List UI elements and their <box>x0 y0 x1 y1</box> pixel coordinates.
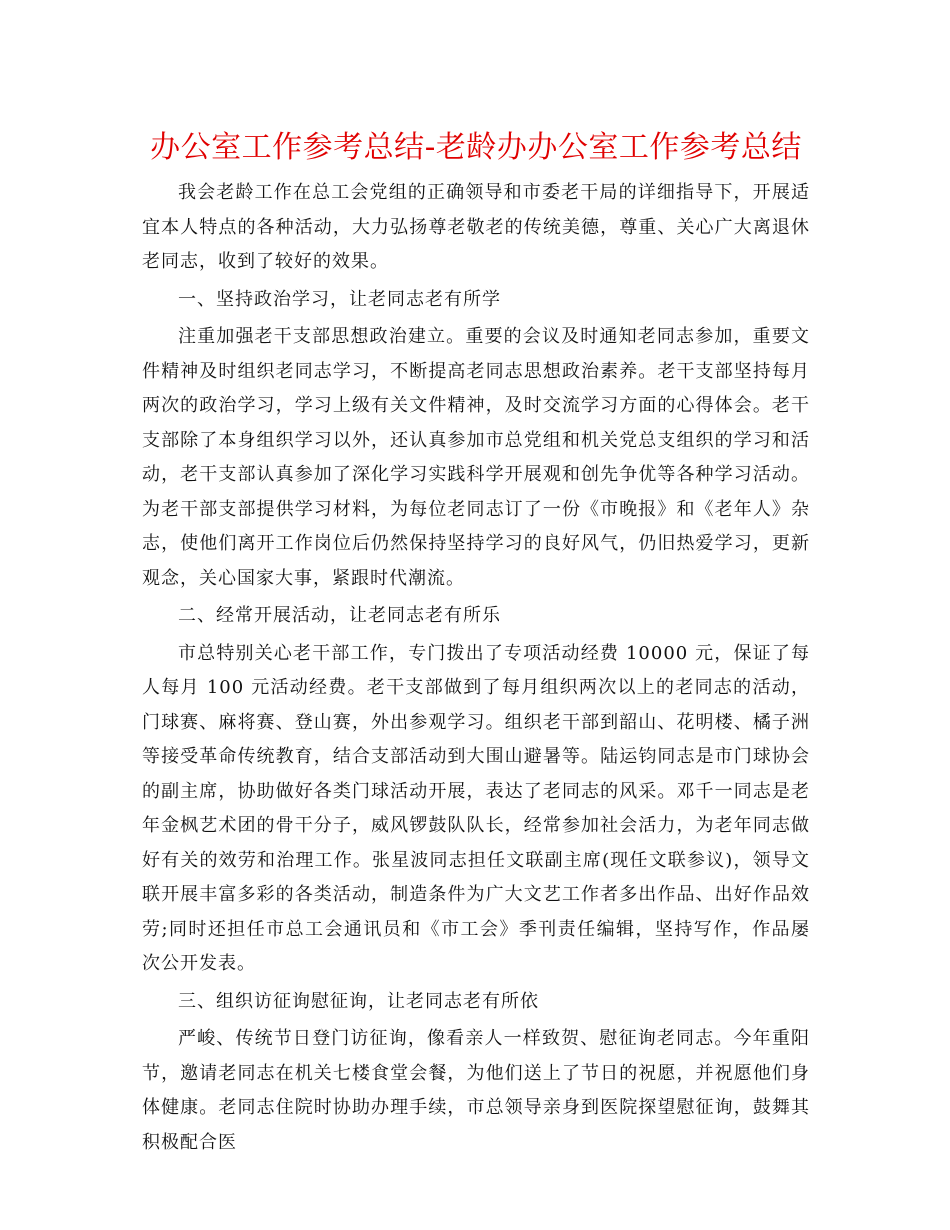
intro-paragraph: 我会老龄工作在总工会党组的正确领导和市委老干局的详细指导下，开展适宜本人特点的各种活动，大力弘扬尊老敬老的传统美德，尊重、关心广大离退休老同志，收到了较好的效果。 <box>142 182 810 272</box>
section-paragraph-1: 注重加强老干支部思想政治建立。重要的会议及时通知老同志参加，重要文件精神及时组织老同志学习，不断提高老同志思想政治素养。老干支部坚持每月两次的政治学习，学习上级有关文件精神，及时交流学习方面的心得体会。老干支部除了本身组织学习以外，还认真参加市总党组和机关党总支组织的学习和活动，老干支部认真参加了深化学习实践科学开展观和创先争优等各种学习活动。为老干部支部提供学习材料，为每位老同志订了一份《市晚报》和《老年人》杂志，使他们离开工作岗位后仍然保持坚持学习的良好风气，仍旧热爱学习，更新观念，关心国家大事，紧跟时代潮流。 <box>142 326 810 589</box>
section-paragraph-2: 市总特别关心老干部工作，专门拨出了专项活动经费 10000 元，保证了每人每月 100 元活动经费。老干支部做到了每月组织两次以上的老同志的活动，门球赛、麻将赛、登山赛，外出参观学习。组织老干部到韶山、花明楼、橘子洲等接受革命传统教育，结合支部活动到大围山避暑等。陆运钧同志是市门球协会的副主席，协助做好各类门球活动开展，表达了老同志的风采。邓千一同志是老年金枫艺术团的骨干分子，威风锣鼓队队长，经常参加社会活力，为老年同志做好有关的效劳和治理工作。张星波同志担任文联副主席(现任文联参议)，领导文联开展丰富多彩的各类活动，制造条件为广大文艺工作者多出作品、出好作品效劳;同时还担任市总工会通讯员和《市工会》季刊责任编辑，坚持写作，作品屡次公开发表。 <box>142 642 810 974</box>
document-title: 办公室工作参考总结-老龄办办公室工作参考总结 <box>150 130 802 165</box>
section-heading-3: 三、组织访征询慰征询，让老同志老有所依 <box>178 990 539 1012</box>
section-heading-2: 二、经常开展活动，让老同志老有所乐 <box>178 605 501 626</box>
section-paragraph-3: 严峻、传统节日登门访征询，像看亲人一样致贺、慰征询老同志。今年重阳节，邀请老同志在机关七楼食堂会餐，为他们送上了节日的祝愿，并祝愿他们身体健康。老同志住院时协助办理手续，市总领导亲身到医院探望慰征询，鼓舞其积极配合医 <box>142 1028 810 1153</box>
document-body <box>142 128 810 1163</box>
section-heading-1: 一、坚持政治学习，让老同志老有所学 <box>178 288 501 310</box>
